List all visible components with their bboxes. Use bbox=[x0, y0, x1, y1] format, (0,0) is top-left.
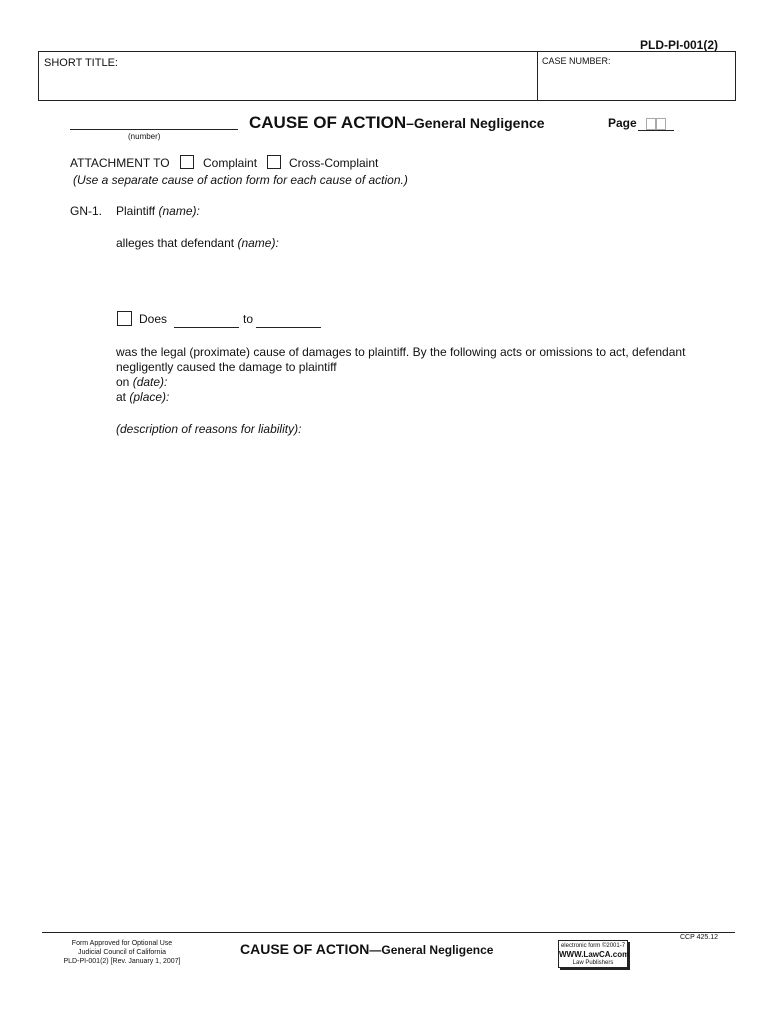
does-checkbox[interactable] bbox=[117, 311, 132, 326]
form-approval bbox=[44, 939, 200, 966]
stamp-line-2: WWW.LawCA.com bbox=[559, 950, 630, 959]
on-hint: (date): bbox=[132, 375, 168, 389]
stamp-line-3: Law Publishers bbox=[572, 960, 614, 966]
plaintiff-line bbox=[116, 204, 200, 218]
page-digit-box bbox=[646, 118, 656, 130]
defendant-line bbox=[116, 236, 279, 250]
at-hint: (place): bbox=[129, 390, 170, 404]
ccp-citation: CCP 425.12 bbox=[680, 934, 719, 941]
body-line-2: negligently caused the damage to plaintiff bbox=[116, 360, 337, 374]
description-hint: (description of reasons for liability): bbox=[116, 422, 302, 436]
publisher-stamp bbox=[558, 940, 628, 968]
complaint-checkbox[interactable] bbox=[180, 155, 194, 169]
short-title-field[interactable] bbox=[5, 56, 495, 96]
title bbox=[249, 113, 545, 133]
footer-title bbox=[240, 941, 493, 957]
on-date-line bbox=[116, 375, 167, 389]
to-label: to bbox=[243, 312, 254, 326]
page-number-field[interactable] bbox=[638, 117, 674, 131]
page-label: Page bbox=[608, 116, 637, 130]
footer-title-sub: —General Negligence bbox=[369, 943, 494, 957]
at-place-line bbox=[116, 390, 169, 404]
short-title-label: SHORT TITLE: bbox=[44, 57, 118, 69]
complaint-label: Complaint bbox=[203, 156, 258, 170]
approval-line-2: Judicial Council of California bbox=[78, 949, 166, 956]
body-line-1: was the legal (proximate) cause of damages to plaintiff. By the following acts or omissions to act, defendant bbox=[116, 345, 686, 359]
defendant-label: alleges that defendant bbox=[116, 236, 235, 250]
does-to-field[interactable] bbox=[256, 327, 321, 328]
defendant-name-field[interactable] bbox=[116, 252, 720, 302]
number-caption: (number) bbox=[128, 132, 161, 141]
footer-rule bbox=[42, 932, 735, 933]
cross-complaint-label: Cross-Complaint bbox=[289, 156, 379, 170]
case-number-field[interactable] bbox=[540, 66, 730, 96]
does-from-field[interactable] bbox=[174, 327, 239, 328]
cross-complaint-checkbox[interactable] bbox=[267, 155, 281, 169]
plaintiff-hint: (name): bbox=[158, 204, 200, 218]
cause-number-field[interactable] bbox=[70, 129, 238, 130]
title-sub: –General Negligence bbox=[406, 115, 545, 131]
case-number-label: CASE NUMBER: bbox=[542, 56, 611, 66]
attachment-note: (Use a separate cause of action form for each cause of action.) bbox=[73, 173, 408, 187]
stamp-line-1: electronic form ©2001-7 bbox=[560, 943, 626, 949]
at-label: at bbox=[116, 390, 127, 404]
approval-line-1: Form Approved for Optional Use bbox=[71, 940, 173, 947]
plaintiff-name-field[interactable] bbox=[200, 200, 720, 218]
title-main: CAUSE OF ACTION bbox=[249, 113, 407, 132]
gn1-number: GN-1. bbox=[70, 204, 103, 218]
on-label: on bbox=[116, 375, 130, 389]
plaintiff-label: Plaintiff bbox=[116, 204, 156, 218]
form-id: PLD-PI-001(2) bbox=[640, 38, 719, 52]
header-divider bbox=[537, 52, 538, 100]
footer-title-main: CAUSE OF ACTION bbox=[240, 941, 370, 957]
date-field[interactable] bbox=[170, 373, 470, 388]
does-label: Does bbox=[139, 312, 168, 326]
attachment-label: ATTACHMENT TO bbox=[70, 156, 170, 170]
page-digit-box bbox=[656, 118, 666, 130]
place-field[interactable] bbox=[170, 388, 720, 403]
approval-line-3: PLD-PI-001(2) [Rev. January 1, 2007] bbox=[63, 958, 181, 965]
defendant-hint: (name): bbox=[237, 236, 279, 250]
description-field[interactable] bbox=[116, 440, 720, 920]
